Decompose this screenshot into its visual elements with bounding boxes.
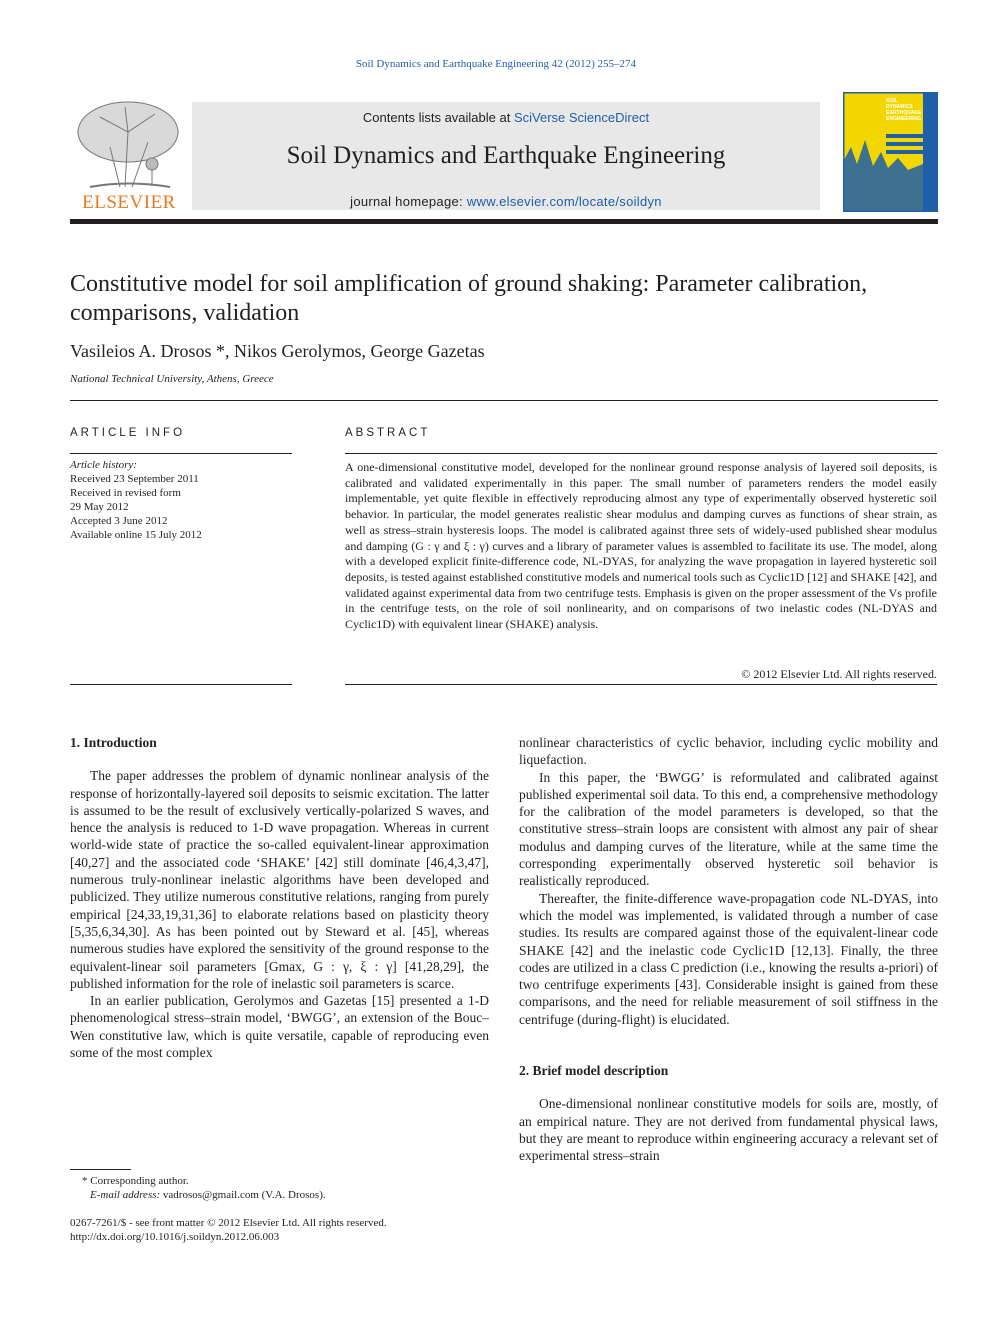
homepage-line: journal homepage: www.elsevier.com/locate/soildyn (350, 194, 662, 209)
divider (70, 453, 292, 454)
doi-link[interactable]: http://dx.doi.org/10.1016/j.soildyn.2012.06.003 (70, 1231, 280, 1243)
divider (70, 400, 938, 401)
corresponding-author-note: * Corresponding author. (82, 1175, 189, 1187)
journal-title: Soil Dynamics and Earthquake Engineering (286, 142, 726, 169)
left-column (70, 734, 489, 1061)
affiliation: National Technical University, Athens, Greece (70, 373, 274, 385)
article-history: Article history: Received 23 September 2011 Received in revised form 29 May 2012 Accepted 3 June 2012 Available online 15 July 2012 (70, 459, 202, 541)
sciencedirect-link[interactable]: SciVerse ScienceDirect (513, 110, 650, 125)
abstract-copyright: © 2012 Elsevier Ltd. All rights reserved. (741, 667, 937, 681)
section-2-heading: 2. Brief model description (519, 1063, 669, 1079)
article-info-heading: ARTICLE INFO (70, 427, 186, 439)
paragraph: The paper addresses the problem of dynamic nonlinear analysis of the response of horizontally-layered soil deposits to seismic excitation. The latter is assumed to be the result of exclusively vertically-polarized S waves, and hence the analysis is reduced to 1-D wave propagation. Whereas in current world-wide state of practice the so-called equivalent-linear approximation [40,27] and the associated code ‘SHAKE’ [42] still dominate [46,4,3,47], numerous truly-nonlinear inelastic algorithms have been developed and publicized. They utilize numerous constitutive relations, ranging from purely empirical [24,33,19,31,36] to elaborate relations based on plasticity theory [5,35,6,34,30]. As has been pointed out by Steward et al. [45], whereas numerous studies have explored the sensitivity of the ground response to the equivalent-linear soil parameters [Gmax, G : γ, ξ : γ] [41,28,29], the published information for the role of inelastic soil parameters is scarce. (70, 768, 489, 991)
paragraph: In this paper, the ‘BWGG’ is reformulated and calibrated against published experimental soil data. To this end, a comprehensive methodology for the calibration of the model parameters is developed, so that the constitutive stress–strain loops are consistent with almost any pair of shear modulus and damping curves of the literature, while at the same time the corresponding experimentally observed hysteretic soil behavior is realistically reproduced. (519, 769, 938, 889)
cover-title: SOIL DYNAMICS EARTHQUAKE ENGINEERING (886, 98, 922, 122)
divider (345, 684, 937, 685)
divider (70, 684, 292, 685)
abstract-text: A one-dimensional constitutive model, developed for the nonlinear ground response analysis of layered soil deposits, is calibrated and validated experimentally in this paper. The small number of parameters renders the model easily implementable, yet quite flexible in effectively reproducing almost any type of experimentally observed hysteretic soil behavior. In particular, the model generates realistic shear modulus and damping curves as functions of shear strain, as well as stress–strain hysteresis loops. The model is calibrated against three sets of widely-used published shear modulus and damping (G : γ and ξ : γ) curves and a library of parameter values is assembled to facilitate its use. The model, along with a developed explicit finite-difference code, NL-DYAS, for analyzing the wave propagation in layered hysteretic soil deposits, is tested against established constitutive models and numerical tools such as Cyclic1D [12] and SHAKE [42], and validated against experimental data from two centrifuge tests. Emphasis is given on the proper assessment of the Vs profile in the centrifuge tests, on the role of soil nonlinearity, and on comparisons of two inelastic codes (NL-DYAS and Cyclic1D) with equivalent linear (SHAKE) analysis. (345, 460, 937, 632)
article-title: Constitutive model for soil amplification of ground shaking: Parameter calibration, comparisons, validation (70, 271, 868, 326)
email-note: E-mail address: vadrosos@gmail.com (V.A. Drosos). (90, 1189, 326, 1201)
journal-citation: Soil Dynamics and Earthquake Engineering 42 (2012) 255–274 (355, 58, 637, 70)
journal-banner (192, 102, 820, 210)
publisher-name: ELSEVIER (82, 192, 176, 213)
journal-cover (843, 92, 938, 212)
paragraph: nonlinear characteristics of cyclic behavior, including cyclic mobility and liquefaction. (519, 735, 938, 768)
masthead (70, 92, 938, 212)
authors: Vasileios A. Drosos *, Nikos Gerolymos, George Gazetas (70, 341, 485, 361)
contents-line: Contents lists available at SciVerse ScienceDirect (362, 110, 650, 125)
section-1-heading: 1. Introduction (70, 735, 157, 750)
abstract-heading: ABSTRACT (345, 427, 431, 439)
footnote-rule (70, 1169, 131, 1170)
paragraph: One-dimensional nonlinear constitutive models for soils are, mostly, of an empirical nature. They are not derived from fundamental physical laws, but they are meant to reproduce within engineering accuracy a relevant set of experimental stress–strain (519, 1096, 938, 1164)
homepage-link[interactable]: www.elsevier.com/locate/soildyn (466, 194, 662, 209)
elsevier-logo (70, 92, 188, 212)
header-rule (70, 219, 938, 224)
paragraph: Thereafter, the finite-difference wave-propagation code NL-DYAS, into which the model was implemented, is validated through a number of case studies. Its results are compared against those of the equivalent-linear code SHAKE [42] and the inelastic code Cyclic1D [12,13]. Finally, the three codes are utilized in a class C prediction (i.e., knowing the results a-priori) of two centrifuge experiments [43]. Considerable insight is gained from these comparisons, and the need for reliable measurement of soil stiffness in the centrifuge (during-flight) is elucidated. (519, 890, 938, 1027)
paragraph: In an earlier publication, Gerolymos and Gazetas [15] presented a 1-D phenomenological stress–strain model, ‘BWGG’, an extension of the Bouc–Wen constitutive law, which is quite versatile, capable of reproducing even some of the most complex (70, 993, 489, 1061)
issn-line: 0267-7261/$ - see front matter © 2012 Elsevier Ltd. All rights reserved. (70, 1217, 387, 1229)
divider (345, 453, 937, 454)
right-column (519, 734, 938, 1165)
